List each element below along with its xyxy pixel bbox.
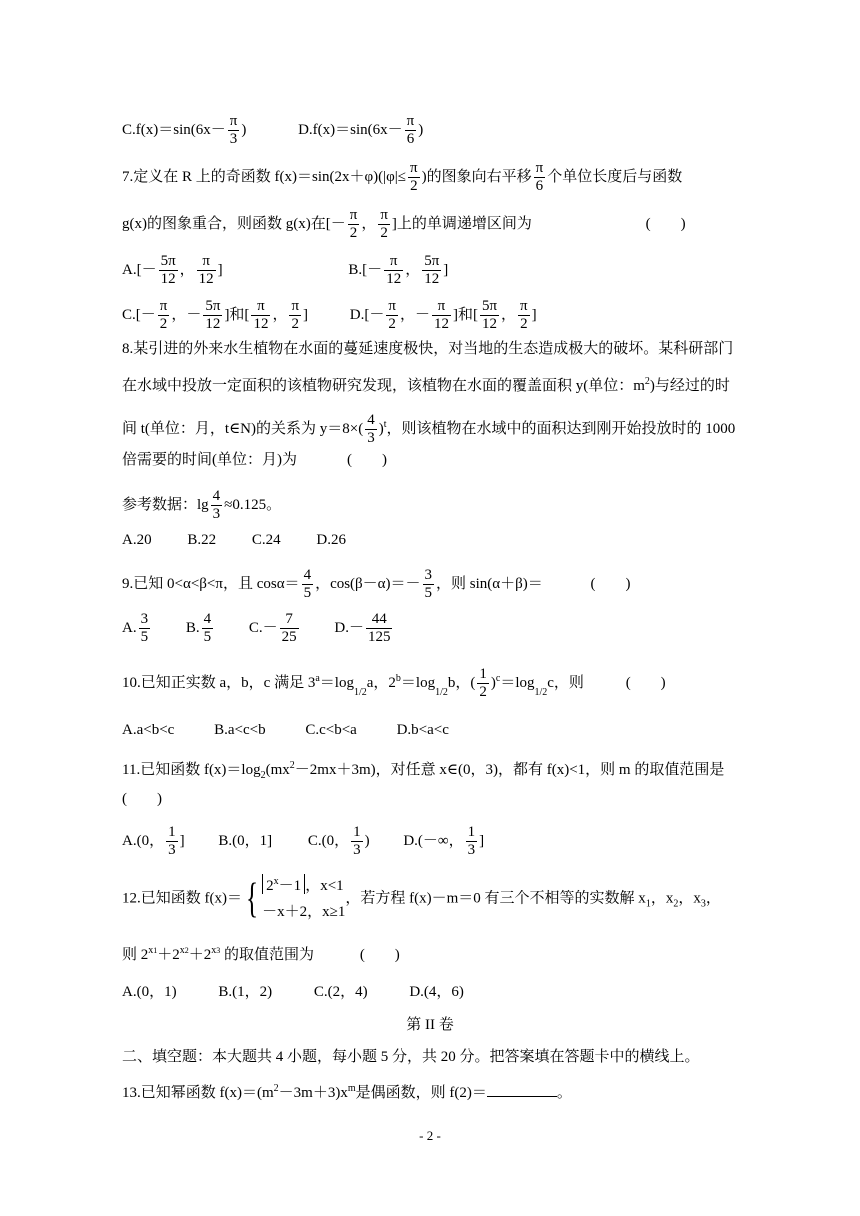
q12-line2: 则 $2^{x1}+2^{x2}+2^{x3}$ 的取值范围为 ( ) xyxy=(122,945,400,963)
q12-option-c: C.(2，4) xyxy=(313,984,368,1000)
q12-option-a: A.(0，1) xyxy=(122,984,177,1000)
page-number: - 2 - xyxy=(419,1128,441,1143)
piecewise-cases: $2^x-1$ ，x<1 －x＋2，x≥1 xyxy=(262,876,346,920)
q7-option-c: C.[－ $\frac{\pi}{2}$ ，－ $\frac{5\pi}{12}$ ]和[ $\frac{\pi}{12}$ ， $\frac{\pi}{2}$ ] xyxy=(122,298,309,332)
q10-option-a: A.a<b<c xyxy=(122,722,175,738)
q11-option-a: A.(0， $\frac{1}{3}$ ] xyxy=(122,824,185,858)
q8-line3: 间 t(单位：月，t∈N)的关系为 y＝8×( $\frac{4}{3}$ )$^t$，则该植物在水域中的面积达到刚开始投放时的 1000 xyxy=(122,412,736,446)
section-instructions: 二、填空题：本大题共 4 小题，每小题 5 分，共 20 分。把答案填在答题卡中的横线上。 xyxy=(122,1049,700,1065)
answer-blank xyxy=(487,1082,557,1097)
q12-option-b: B.(1，2) xyxy=(218,984,273,1000)
q7-option-a: A.[－ $\frac{5\pi}{12}$ ， $\frac{\pi}{12}$ ] xyxy=(122,253,223,287)
q6-option-c: C.f(x)＝sin(6x－ $\frac{\pi}{3}$ ) xyxy=(122,113,247,147)
q9-option-c: C.－ $\frac{7}{25}$ xyxy=(248,611,297,645)
answer-paren: ( ) xyxy=(347,452,387,468)
q7-line1: 7.定义在 R 上的奇函数 f(x)＝sin(2x＋φ)(|φ|≤ $\frac{\pi}{2}$ )的图象向右平移 $\frac{\pi}{6}$ 个单位长度后与函数 xyxy=(122,160,683,194)
q10-option-b: B.a<c<b xyxy=(214,722,266,738)
answer-paren: ( ) xyxy=(645,215,686,232)
q8-option-d: D.26 xyxy=(316,532,346,548)
q8-options xyxy=(122,530,346,550)
q11-option-b: B.(0，1] xyxy=(218,832,273,849)
q6-options xyxy=(122,113,423,148)
q6-option-d: D.f(x)＝sin(6x－ $\frac{\pi}{6}$ ) xyxy=(298,113,424,147)
q12-options xyxy=(122,982,464,1002)
q9-line1: 9.已知 0<α<β<π，且 cosα＝ $\frac{4}{5}$ ，cos(β－α)＝－ $\frac{3}{5}$ ，则 sin(α＋β)＝ ( ) xyxy=(122,567,631,601)
q7-option-d: D.[－ $\frac{\pi}{2}$ ，－ $\frac{\pi}{12}$ ]和[ $\frac{5\pi}{12}$ ， $\frac{\pi}{2}$ ] xyxy=(349,298,537,332)
q12-option-d: D.(4，6) xyxy=(409,984,464,1000)
answer-paren: ( ) xyxy=(590,575,631,592)
q9-options xyxy=(122,611,394,646)
section-title: 第 II 卷 xyxy=(406,1017,454,1033)
q9-option-b: B. $\frac{4}{5}$ xyxy=(185,611,212,645)
q11-option-c: C.(0， $\frac{1}{3}$ ) xyxy=(307,824,370,858)
q8-line2: 在水域中投放一定面积的该植物研究发现，该植物在水面的覆盖面积 y(单位：$m^2$)与经过的时 xyxy=(122,376,730,394)
q10-option-c: C.c<b<a xyxy=(305,722,357,738)
q8-option-b: B.22 xyxy=(187,532,217,548)
answer-paren: ( ) xyxy=(625,674,666,691)
q7-options-cd xyxy=(122,298,537,333)
answer-paren: ( ) xyxy=(359,947,400,963)
q7-options-ab xyxy=(122,253,448,288)
q8-reference: 参考数据：lg $\frac{4}{3}$ ≈0.125。 xyxy=(122,488,282,522)
answer-paren: ( ) xyxy=(122,791,162,807)
q11-line1: 11.已知函数 $f(x)=\log_2(mx^2-2mx+3m)$，对任意 x∈(0，3)，都有 f(x)<1，则 m 的取值范围是 xyxy=(122,760,725,781)
q8-option-c: C.24 xyxy=(251,532,281,548)
q9-option-d: D.－ $\frac{44}{125}$ xyxy=(334,611,391,645)
q7-line2: g(x)的图象重合，则函数 g(x)在[－ $\frac{\pi}{2}$ ， $\frac{\pi}{2}$ ]上的单调递增区间为 ( ) xyxy=(122,207,686,241)
q10-option-d: D.b<a<c xyxy=(396,722,449,738)
q12-line1: 12.已知函数 f(x)＝{ $2^x-1$ ，x<1 －x＋2，x≥1 ，若方程 f(x)－m＝0 有三个不相等的实数解 $x_1$，$x_2$，$x_3$， xyxy=(122,873,721,925)
q11-options xyxy=(122,824,484,859)
q8-line1: 8.某引进的外来水生植物在水面的蔓延速度极快，对当地的生态造成极大的破坏。某科研部门 xyxy=(122,341,734,357)
q13-line1: 13.已知幂函数 $f(x)=(m^2-3m+3)x^m$是偶函数，则 f(2)＝ 。 xyxy=(122,1083,572,1101)
q8-line4: 倍需要的时间(单位：月)为 ( ) xyxy=(122,452,387,468)
q10-line1: 10.已知正实数 a，b，c 满足 $3^a=\log 1/2a$，$2^b=\log 1/2b$，( $\frac{1}{2}$ )$^c$＝log1/2c，则 ( ) xyxy=(122,666,666,700)
q10-options xyxy=(122,720,449,740)
q7-option-b: B.[－ $\frac{\pi}{12}$ ， $\frac{5\pi}{12}$ ] xyxy=(348,253,449,287)
q11-option-d: D.(－∞， $\frac{1}{3}$ ] xyxy=(403,824,485,858)
q8-option-a: A.20 xyxy=(122,532,152,548)
q9-option-a: A. $\frac{3}{5}$ xyxy=(122,611,149,645)
